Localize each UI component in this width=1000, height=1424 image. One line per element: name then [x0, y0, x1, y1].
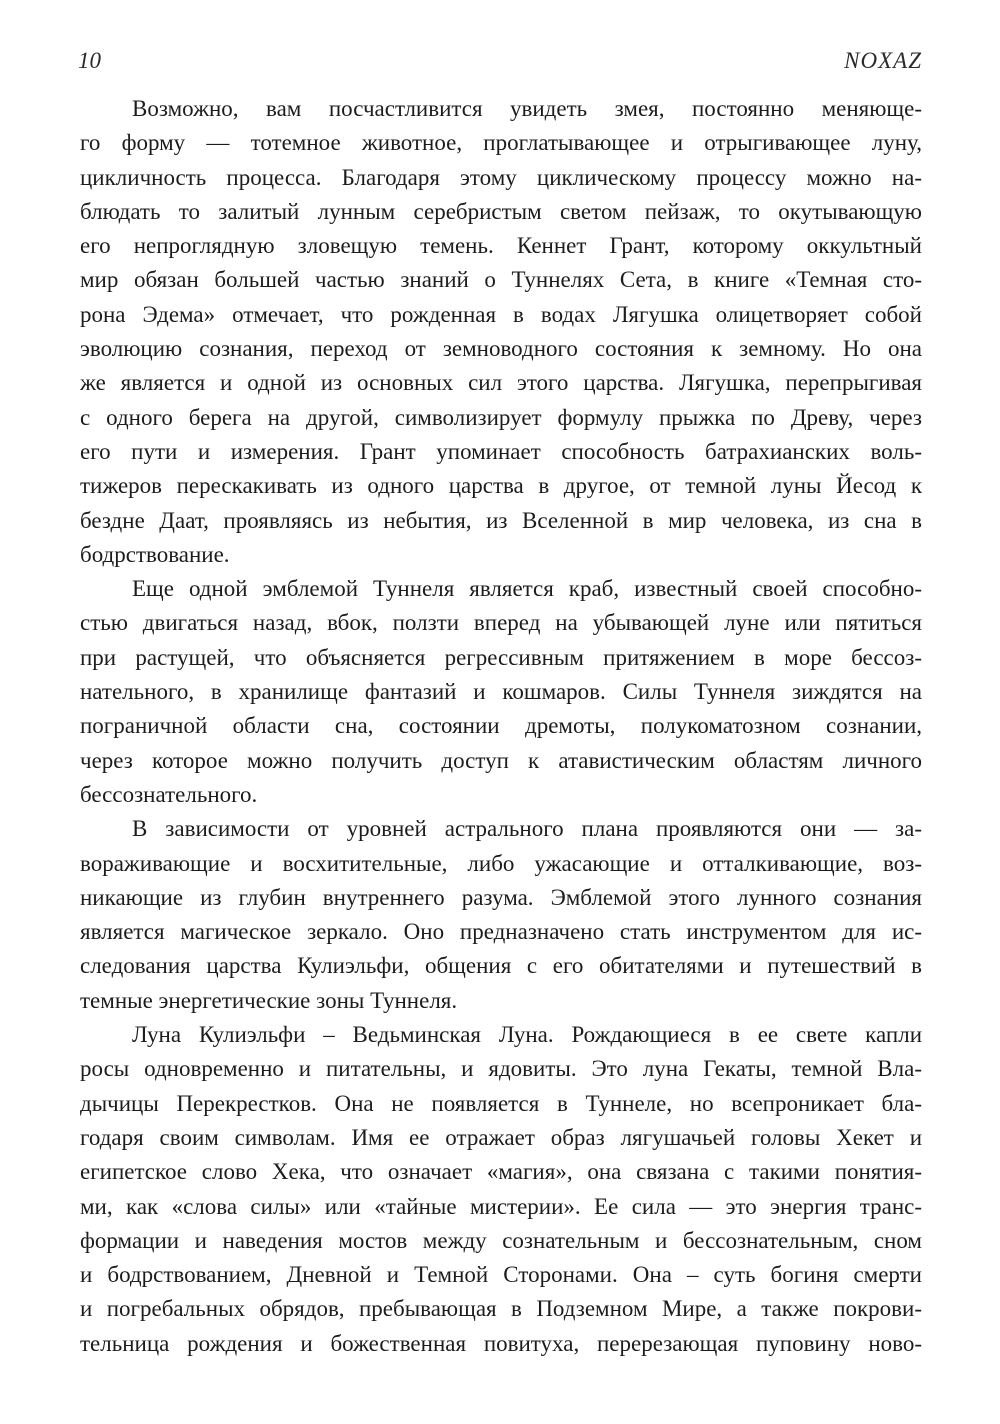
text-line: эволюцию сознания, переход от земноводного состояния к земному. Но она: [80, 336, 922, 362]
text-line: его пути и измерения. Грант упоминает способность батрахианских воль-: [80, 438, 922, 464]
text-line: бодрствование.: [80, 541, 230, 567]
paragraph-1: [80, 92, 922, 572]
text-line: при растущей, что объясняется регрессивным притяжением в море бессоз-: [80, 644, 922, 670]
text-line: темные энергетические зоны Туннеля.: [80, 987, 458, 1013]
text-line: бессознательного.: [80, 781, 258, 807]
text-line: через которое можно получить доступ к атавистическим областям личного: [80, 747, 922, 773]
running-header: [78, 48, 922, 78]
text-line: блюдать то залитый лунным серебристым светом пейзаж, то окутывающую: [80, 198, 922, 224]
text-line: годаря своим символам. Имя ее отражает образ лягушачьей головы Хекет и: [80, 1124, 922, 1150]
paragraph-2: [80, 572, 922, 812]
text-line: Еще одной эмблемой Туннеля является краб, известный своей способно-: [132, 576, 922, 602]
text-line: формации и наведения мостов между сознательным и бессознательным, сном: [80, 1227, 922, 1253]
text-line: египетское слово Хека, что означает «магия», она связана с такими понятия-: [80, 1159, 922, 1185]
text-line: тижеров перескакивать из одного царства в другое, от темной луны Йесод к: [80, 473, 922, 499]
text-line: В зависимости от уровней астрального плана проявляются они — за-: [132, 816, 922, 842]
text-line: следования царства Кулиэльфи, общения с его обитателями и путешествий в: [80, 953, 922, 979]
text-line: Луна Кулиэльфи – Ведьминская Луна. Рождающиеся в ее свете капли: [132, 1022, 922, 1048]
text-line: с одного берега на другой, символизирует формулу прыжка по Древу, через: [80, 404, 922, 430]
running-title: NOXAZ: [844, 48, 922, 73]
text-line: дычицы Перекрестков. Она не появляется в Туннеле, но всепроникает бла-: [80, 1090, 922, 1116]
text-line: цикличность процесса. Благодаря этому циклическому процессу можно на-: [80, 164, 922, 190]
text-line: тельница рождения и божественная повитуха, перерезающая пуповину ново-: [80, 1330, 922, 1356]
paragraph-3: [80, 812, 922, 1018]
text-line: его непроглядную зловещую темень. Кеннет Грант, которому оккультный: [80, 233, 922, 259]
text-line: никающие из глубин внутреннего разума. Эмблемой этого лунного сознания: [80, 884, 922, 910]
body-text: [80, 92, 922, 1361]
text-line: рона Эдема» отмечает, что рожденная в водах Лягушка олицетворяет собой: [80, 301, 922, 327]
text-line: является магическое зеркало. Оно предназначено стать инструментом для ис-: [80, 919, 922, 945]
text-line: стью двигаться назад, вбок, ползти вперед на убывающей луне или пятиться: [80, 610, 922, 636]
paragraph-4: [80, 1018, 922, 1361]
text-line: мир обязан большей частью знаний о Туннелях Сета, в книге «Темная сто-: [80, 267, 922, 293]
text-line: го форму — тотемное животное, проглатывающее и отрыгивающее луну,: [80, 130, 922, 156]
text-line: же является и одной из основных сил этого царства. Лягушка, перепрыгивая: [80, 370, 922, 396]
text-line: нательного, в хранилище фантазий и кошмаров. Силы Туннеля зиждятся на: [80, 679, 922, 705]
text-line: бездне Даат, проявляясь из небытия, из Вселенной в мир человека, из сна в: [80, 507, 922, 533]
text-line: пограничной области сна, состоянии дремоты, полукоматозном сознании,: [80, 713, 922, 739]
text-line: ми, как «слова силы» или «тайные мистерии». Ее сила — это энергия транс-: [80, 1193, 922, 1219]
text-line: Возможно, вам посчастливится увидеть змея, постоянно меняюще-: [132, 96, 922, 121]
text-line: вораживающие и восхитительные, либо ужасающие и отталкивающие, воз-: [80, 850, 922, 876]
text-line: и бодрствованием, Дневной и Темной Сторонами. Она – суть богиня смерти: [80, 1262, 922, 1288]
text-line: росы одновременно и питательны, и ядовиты. Это луна Гекаты, темной Вла-: [80, 1056, 922, 1082]
text-line: и погребальных обрядов, пребывающая в Подземном Мире, а также покрови-: [80, 1296, 922, 1322]
page-number: 10: [78, 48, 101, 73]
